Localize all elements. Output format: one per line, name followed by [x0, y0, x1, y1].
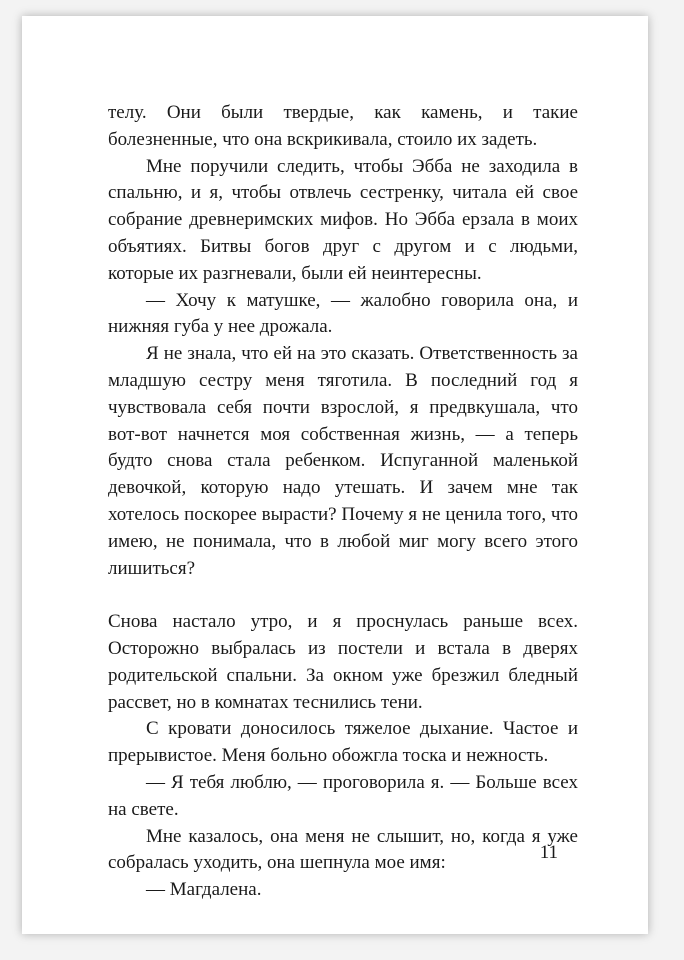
paragraph-1: телу. Они были твердые, как камень, и такие болезненные, что она вскрикивала, стоило их задеть.: [108, 102, 578, 150]
paragraph-8: Мне казалось, она меня не слышит, но, когда я уже собралась уходить, она шепнула мое имя:: [108, 825, 578, 874]
paragraph-6: С кровати доносилось тяжелое дыхание. Частое и прерывистое. Меня больно обожгла тоска и нежность.: [108, 718, 578, 767]
paragraph-3: — Хочу к матушке, — жалобно говорила она, и нижняя губа у нее дрожала.: [108, 289, 578, 338]
page-body-text: [108, 100, 578, 904]
paragraph-5: Снова настало утро, и я проснулась раньше всех. Осторожно выбралась из постели и встала в дверях родительской спальни. За окном уже брезжил бледный рассвет, но в комнатах теснились тени.: [108, 611, 578, 713]
book-page: [22, 16, 648, 934]
paragraph-4: Я не знала, что ей на это сказать. Ответственность за младшую сестру меня тяготила. В последний год я чувствовала себя почти взрослой, я предвкушала, что вот-вот начнется моя собственная жизнь, — а теперь будто снова стала ребенком. Испуганной маленькой девочкой, которую надо утешать. И зачем мне так хотелось поскорее вырасти? Почему я не ценила того, что имею, не понимала, что в любой миг могу всего этого лишиться?: [108, 343, 578, 579]
paragraph-9: — Магдалена.: [146, 879, 262, 901]
page-number: 11: [539, 842, 558, 863]
paragraph-7: — Я тебя люблю, — проговорила я. — Больше всех на свете.: [108, 771, 578, 820]
paragraph-2: Мне поручили следить, чтобы Эбба не заходила в спальню, и я, чтобы отвлечь сестренку, читала ей свое собрание древнеримских мифов. Но Эбба ерзала в моих объятиях. Битвы богов друг с другом и с людьми, которые их разгневали, были ей неинтересны.: [108, 155, 578, 284]
